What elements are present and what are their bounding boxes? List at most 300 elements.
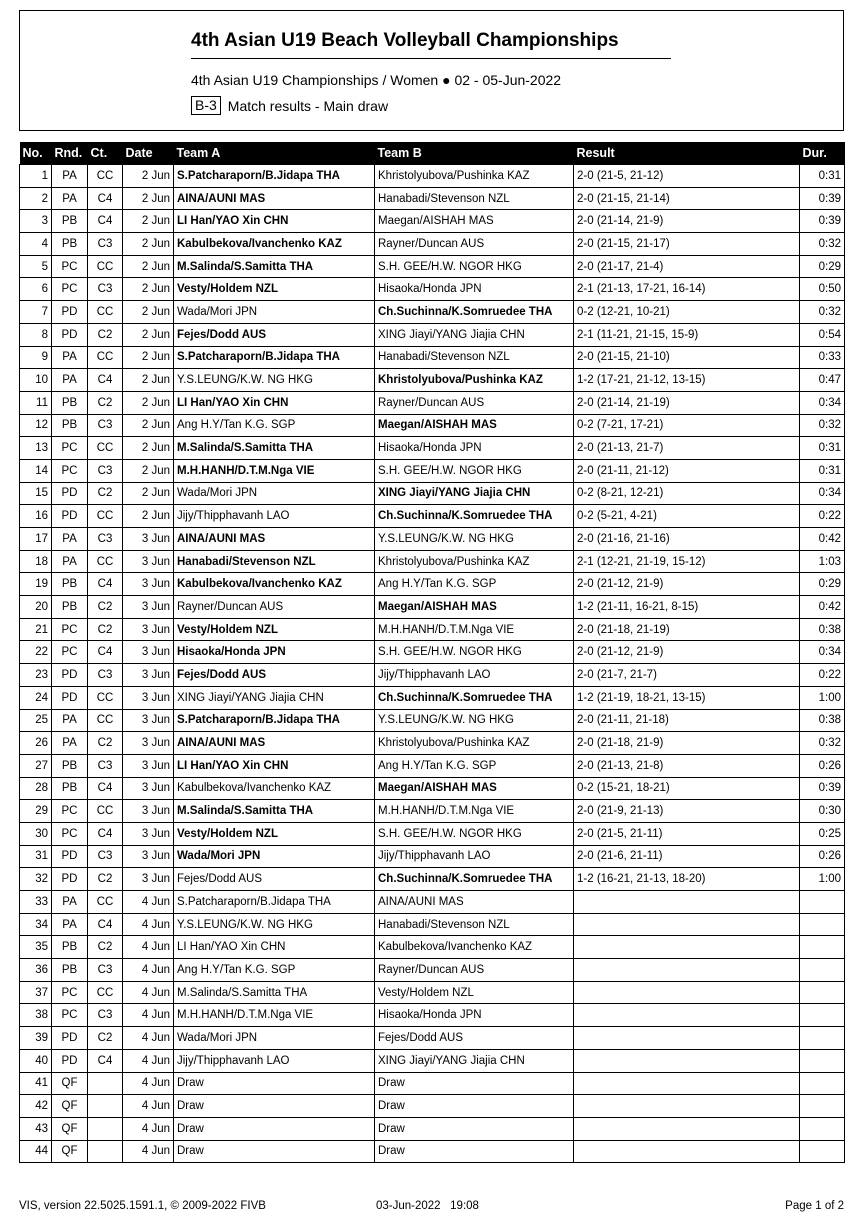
cell-match-number: 1 <box>20 165 52 188</box>
cell-court: CC <box>88 981 123 1004</box>
cell-date: 2 Jun <box>123 482 174 505</box>
cell-duration: 0:33 <box>800 346 845 369</box>
table-row <box>20 618 845 641</box>
cell-team-b: Ang H.Y/Tan K.G. SGP <box>375 573 574 596</box>
cell-team-a: Fejes/Dodd AUS <box>174 868 375 891</box>
cell-round: PC <box>52 618 88 641</box>
cell-duration: 0:38 <box>800 709 845 732</box>
cell-round: QF <box>52 1140 88 1163</box>
cell-court: C2 <box>88 936 123 959</box>
cell-match-number: 30 <box>20 822 52 845</box>
cell-date: 4 Jun <box>123 1117 174 1140</box>
cell-duration: 0:32 <box>800 301 845 324</box>
cell-team-b: XING Jiayi/YANG Jiajia CHN <box>375 482 574 505</box>
cell-result: 2-0 (21-12, 21-9) <box>574 573 800 596</box>
cell-team-b: Ch.Suchinna/K.Somruedee THA <box>375 686 574 709</box>
cell-team-a: Kabulbekova/Ivanchenko KAZ <box>174 233 375 256</box>
cell-duration: 0:39 <box>800 210 845 233</box>
cell-result <box>574 891 800 914</box>
cell-date: 3 Jun <box>123 528 174 551</box>
cell-match-number: 24 <box>20 686 52 709</box>
cell-date: 3 Jun <box>123 664 174 687</box>
cell-round: PA <box>52 528 88 551</box>
cell-court: C2 <box>88 482 123 505</box>
cell-team-a: Vesty/Holdem NZL <box>174 278 375 301</box>
results-table <box>19 142 845 1163</box>
cell-team-b: XING Jiayi/YANG Jiajia CHN <box>375 323 574 346</box>
cell-date: 3 Jun <box>123 686 174 709</box>
cell-result: 1-2 (16-21, 21-13, 18-20) <box>574 868 800 891</box>
cell-court: C2 <box>88 1027 123 1050</box>
cell-team-b: AINA/AUNI MAS <box>375 891 574 914</box>
table-row <box>20 573 845 596</box>
cell-team-a: Draw <box>174 1095 375 1118</box>
cell-match-number: 33 <box>20 891 52 914</box>
cell-date: 3 Jun <box>123 800 174 823</box>
cell-match-number: 42 <box>20 1095 52 1118</box>
cell-match-number: 26 <box>20 732 52 755</box>
cell-court <box>88 1117 123 1140</box>
cell-team-a: Draw <box>174 1140 375 1163</box>
cell-date: 2 Jun <box>123 255 174 278</box>
cell-match-number: 10 <box>20 369 52 392</box>
cell-result: 2-0 (21-9, 21-13) <box>574 800 800 823</box>
footer-page-number: Page 1 of 2 <box>785 1200 844 1212</box>
cell-team-b: Jijy/Thipphavanh LAO <box>375 845 574 868</box>
cell-team-b: Khristolyubova/Pushinka KAZ <box>375 165 574 188</box>
cell-duration <box>800 959 845 982</box>
cell-team-a: LI Han/YAO Xin CHN <box>174 936 375 959</box>
document-code-line <box>191 96 388 115</box>
cell-duration: 0:39 <box>800 187 845 210</box>
cell-date: 4 Jun <box>123 1049 174 1072</box>
table-row <box>20 323 845 346</box>
cell-court: C2 <box>88 323 123 346</box>
cell-team-b: Hisaoka/Honda JPN <box>375 437 574 460</box>
cell-date: 3 Jun <box>123 596 174 619</box>
cell-team-a: Draw <box>174 1072 375 1095</box>
cell-team-b: Y.S.LEUNG/K.W. NG HKG <box>375 709 574 732</box>
cell-result: 2-0 (21-7, 21-7) <box>574 664 800 687</box>
cell-date: 3 Jun <box>123 822 174 845</box>
cell-court: C3 <box>88 233 123 256</box>
cell-round: PA <box>52 709 88 732</box>
table-row <box>20 505 845 528</box>
cell-court: C3 <box>88 528 123 551</box>
cell-duration: 0:22 <box>800 505 845 528</box>
cell-date: 4 Jun <box>123 936 174 959</box>
cell-round: PB <box>52 573 88 596</box>
cell-court: C4 <box>88 641 123 664</box>
cell-team-b: Draw <box>375 1140 574 1163</box>
cell-duration: 0:34 <box>800 641 845 664</box>
cell-court: CC <box>88 800 123 823</box>
table-row <box>20 414 845 437</box>
cell-court: C2 <box>88 391 123 414</box>
cell-court: CC <box>88 165 123 188</box>
table-row <box>20 187 845 210</box>
cell-team-a: M.H.HANH/D.T.M.Nga VIE <box>174 1004 375 1027</box>
cell-match-number: 11 <box>20 391 52 414</box>
cell-round: PA <box>52 732 88 755</box>
table-row <box>20 1095 845 1118</box>
cell-match-number: 7 <box>20 301 52 324</box>
column-header-round: Rnd. <box>52 142 88 165</box>
cell-date: 3 Jun <box>123 732 174 755</box>
table-row <box>20 891 845 914</box>
cell-match-number: 12 <box>20 414 52 437</box>
cell-result: 2-1 (21-13, 17-21, 16-14) <box>574 278 800 301</box>
cell-duration: 0:30 <box>800 800 845 823</box>
table-row <box>20 936 845 959</box>
cell-team-b: Hisaoka/Honda JPN <box>375 1004 574 1027</box>
cell-round: PC <box>52 255 88 278</box>
cell-match-number: 37 <box>20 981 52 1004</box>
cell-round: PB <box>52 210 88 233</box>
cell-team-a: Kabulbekova/Ivanchenko KAZ <box>174 573 375 596</box>
cell-duration: 0:29 <box>800 255 845 278</box>
cell-duration: 0:29 <box>800 573 845 596</box>
cell-result: 2-0 (21-15, 21-10) <box>574 346 800 369</box>
cell-court: CC <box>88 346 123 369</box>
results-table-body <box>20 165 845 1163</box>
cell-duration: 0:31 <box>800 437 845 460</box>
table-row <box>20 255 845 278</box>
cell-court: C3 <box>88 278 123 301</box>
cell-result: 2-0 (21-5, 21-12) <box>574 165 800 188</box>
cell-round: PB <box>52 959 88 982</box>
cell-result: 0-2 (7-21, 17-21) <box>574 414 800 437</box>
table-row <box>20 482 845 505</box>
cell-team-a: Vesty/Holdem NZL <box>174 822 375 845</box>
cell-team-a: AINA/AUNI MAS <box>174 528 375 551</box>
cell-duration: 0:39 <box>800 777 845 800</box>
column-header-date: Date <box>123 142 174 165</box>
cell-round: QF <box>52 1117 88 1140</box>
cell-round: PB <box>52 936 88 959</box>
cell-team-a: Ang H.Y/Tan K.G. SGP <box>174 959 375 982</box>
cell-team-b: S.H. GEE/H.W. NGOR HKG <box>375 255 574 278</box>
cell-duration: 0:38 <box>800 618 845 641</box>
cell-team-b: Vesty/Holdem NZL <box>375 981 574 1004</box>
cell-court: C3 <box>88 754 123 777</box>
column-header-team-b: Team B <box>375 142 574 165</box>
table-row <box>20 709 845 732</box>
cell-court: C3 <box>88 459 123 482</box>
cell-duration: 0:31 <box>800 165 845 188</box>
cell-team-a: Jijy/Thipphavanh LAO <box>174 505 375 528</box>
cell-team-a: Wada/Mori JPN <box>174 1027 375 1050</box>
cell-duration: 0:32 <box>800 414 845 437</box>
cell-court <box>88 1095 123 1118</box>
cell-duration: 0:34 <box>800 482 845 505</box>
cell-team-b: Maegan/AISHAH MAS <box>375 777 574 800</box>
cell-date: 2 Jun <box>123 210 174 233</box>
cell-team-a: LI Han/YAO Xin CHN <box>174 391 375 414</box>
table-row <box>20 913 845 936</box>
table-row <box>20 596 845 619</box>
cell-date: 3 Jun <box>123 550 174 573</box>
cell-date: 2 Jun <box>123 505 174 528</box>
cell-team-b: Ch.Suchinna/K.Somruedee THA <box>375 868 574 891</box>
cell-date: 2 Jun <box>123 437 174 460</box>
cell-date: 2 Jun <box>123 323 174 346</box>
cell-match-number: 43 <box>20 1117 52 1140</box>
cell-match-number: 29 <box>20 800 52 823</box>
cell-team-a: AINA/AUNI MAS <box>174 187 375 210</box>
cell-match-number: 27 <box>20 754 52 777</box>
cell-team-a: M.Salinda/S.Samitta THA <box>174 981 375 1004</box>
cell-team-a: Wada/Mori JPN <box>174 845 375 868</box>
cell-team-b: Khristolyubova/Pushinka KAZ <box>375 732 574 755</box>
cell-date: 3 Jun <box>123 845 174 868</box>
cell-team-a: S.Patcharaporn/B.Jidapa THA <box>174 346 375 369</box>
cell-match-number: 2 <box>20 187 52 210</box>
table-row <box>20 686 845 709</box>
cell-date: 4 Jun <box>123 891 174 914</box>
cell-team-b: Maegan/AISHAH MAS <box>375 414 574 437</box>
cell-result: 1-2 (21-19, 18-21, 13-15) <box>574 686 800 709</box>
cell-match-number: 6 <box>20 278 52 301</box>
cell-court: CC <box>88 550 123 573</box>
cell-round: PB <box>52 391 88 414</box>
cell-court: CC <box>88 255 123 278</box>
cell-duration <box>800 1117 845 1140</box>
cell-duration <box>800 1095 845 1118</box>
cell-match-number: 40 <box>20 1049 52 1072</box>
cell-result: 0-2 (5-21, 4-21) <box>574 505 800 528</box>
cell-round: PB <box>52 777 88 800</box>
cell-team-a: Wada/Mori JPN <box>174 301 375 324</box>
cell-team-a: AINA/AUNI MAS <box>174 732 375 755</box>
cell-team-b: M.H.HANH/D.T.M.Nga VIE <box>375 618 574 641</box>
cell-result: 2-0 (21-15, 21-17) <box>574 233 800 256</box>
cell-court: C4 <box>88 1049 123 1072</box>
table-row <box>20 777 845 800</box>
cell-round: PC <box>52 641 88 664</box>
cell-result <box>574 1140 800 1163</box>
cell-date: 2 Jun <box>123 459 174 482</box>
cell-team-b: Jijy/Thipphavanh LAO <box>375 664 574 687</box>
cell-court: C4 <box>88 822 123 845</box>
cell-duration: 0:31 <box>800 459 845 482</box>
cell-team-b: M.H.HANH/D.T.M.Nga VIE <box>375 800 574 823</box>
cell-duration <box>800 981 845 1004</box>
table-row <box>20 1027 845 1050</box>
cell-round: PB <box>52 596 88 619</box>
cell-round: PD <box>52 686 88 709</box>
table-row <box>20 165 845 188</box>
cell-team-b: S.H. GEE/H.W. NGOR HKG <box>375 459 574 482</box>
cell-team-a: LI Han/YAO Xin CHN <box>174 210 375 233</box>
cell-team-a: Fejes/Dodd AUS <box>174 323 375 346</box>
cell-court: CC <box>88 686 123 709</box>
cell-team-a: Jijy/Thipphavanh LAO <box>174 1049 375 1072</box>
table-row <box>20 528 845 551</box>
cell-result: 2-0 (21-5, 21-11) <box>574 822 800 845</box>
cell-duration <box>800 1049 845 1072</box>
cell-duration <box>800 1027 845 1050</box>
cell-team-a: Draw <box>174 1117 375 1140</box>
cell-court: C3 <box>88 845 123 868</box>
cell-team-a: M.Salinda/S.Samitta THA <box>174 437 375 460</box>
cell-court: C4 <box>88 777 123 800</box>
cell-match-number: 44 <box>20 1140 52 1163</box>
cell-team-a: Hisaoka/Honda JPN <box>174 641 375 664</box>
footer-print-timestamp: 03-Jun-2022 19:08 <box>376 1200 479 1212</box>
cell-date: 2 Jun <box>123 233 174 256</box>
cell-team-b: Draw <box>375 1072 574 1095</box>
cell-duration: 0:54 <box>800 323 845 346</box>
cell-date: 3 Jun <box>123 754 174 777</box>
cell-team-a: LI Han/YAO Xin CHN <box>174 754 375 777</box>
cell-duration <box>800 1004 845 1027</box>
cell-duration: 0:47 <box>800 369 845 392</box>
table-row <box>20 437 845 460</box>
cell-result: 0-2 (8-21, 12-21) <box>574 482 800 505</box>
table-row <box>20 278 845 301</box>
competition-subtitle: 4th Asian U19 Championships / Women ● 02 - 05-Jun-2022 <box>191 72 562 88</box>
cell-court: C2 <box>88 868 123 891</box>
cell-team-a: M.Salinda/S.Samitta THA <box>174 800 375 823</box>
table-row <box>20 822 845 845</box>
cell-court: C3 <box>88 664 123 687</box>
cell-duration: 0:32 <box>800 732 845 755</box>
cell-court <box>88 1072 123 1095</box>
cell-round: PD <box>52 301 88 324</box>
cell-team-b: Ch.Suchinna/K.Somruedee THA <box>375 505 574 528</box>
cell-result: 2-0 (21-18, 21-9) <box>574 732 800 755</box>
cell-result <box>574 1004 800 1027</box>
cell-duration: 1:00 <box>800 868 845 891</box>
document-heading: Match results - Main draw <box>227 97 389 114</box>
cell-result <box>574 1049 800 1072</box>
cell-court: C2 <box>88 732 123 755</box>
cell-date: 2 Jun <box>123 301 174 324</box>
cell-result: 2-0 (21-14, 21-9) <box>574 210 800 233</box>
cell-court: C3 <box>88 959 123 982</box>
cell-round: PB <box>52 414 88 437</box>
cell-result: 0-2 (15-21, 18-21) <box>574 777 800 800</box>
cell-round: PC <box>52 278 88 301</box>
cell-court: C4 <box>88 187 123 210</box>
cell-result <box>574 1072 800 1095</box>
document-title: 4th Asian U19 Beach Volleyball Championships <box>191 30 619 51</box>
cell-court: C4 <box>88 913 123 936</box>
table-row <box>20 391 845 414</box>
column-header-result: Result <box>574 142 800 165</box>
cell-match-number: 19 <box>20 573 52 596</box>
cell-round: PA <box>52 550 88 573</box>
cell-date: 4 Jun <box>123 981 174 1004</box>
table-row <box>20 641 845 664</box>
cell-team-b: Rayner/Duncan AUS <box>375 959 574 982</box>
cell-match-number: 22 <box>20 641 52 664</box>
cell-result <box>574 1027 800 1050</box>
cell-team-a: Rayner/Duncan AUS <box>174 596 375 619</box>
cell-date: 2 Jun <box>123 346 174 369</box>
cell-match-number: 25 <box>20 709 52 732</box>
cell-team-b: Ch.Suchinna/K.Somruedee THA <box>375 301 574 324</box>
cell-round: PA <box>52 346 88 369</box>
cell-court: C3 <box>88 414 123 437</box>
cell-round: PB <box>52 754 88 777</box>
cell-match-number: 39 <box>20 1027 52 1050</box>
cell-court: CC <box>88 891 123 914</box>
cell-result: 2-0 (21-13, 21-8) <box>574 754 800 777</box>
table-row <box>20 732 845 755</box>
cell-match-number: 4 <box>20 233 52 256</box>
table-row <box>20 981 845 1004</box>
cell-match-number: 41 <box>20 1072 52 1095</box>
cell-team-b: Kabulbekova/Ivanchenko KAZ <box>375 936 574 959</box>
cell-date: 4 Jun <box>123 1140 174 1163</box>
table-row <box>20 1072 845 1095</box>
cell-team-a: Kabulbekova/Ivanchenko KAZ <box>174 777 375 800</box>
cell-round: PC <box>52 437 88 460</box>
cell-date: 4 Jun <box>123 1072 174 1095</box>
cell-date: 3 Jun <box>123 618 174 641</box>
cell-match-number: 5 <box>20 255 52 278</box>
cell-team-b: Rayner/Duncan AUS <box>375 233 574 256</box>
cell-court: C4 <box>88 369 123 392</box>
cell-court: C2 <box>88 596 123 619</box>
title-divider <box>191 58 671 59</box>
cell-result <box>574 959 800 982</box>
cell-date: 4 Jun <box>123 913 174 936</box>
cell-team-a: Y.S.LEUNG/K.W. NG HKG <box>174 913 375 936</box>
column-header-no: No. <box>20 142 52 165</box>
cell-round: PC <box>52 800 88 823</box>
table-row <box>20 233 845 256</box>
cell-match-number: 18 <box>20 550 52 573</box>
cell-match-number: 36 <box>20 959 52 982</box>
cell-team-b: Hanabadi/Stevenson NZL <box>375 187 574 210</box>
cell-result: 2-0 (21-16, 21-16) <box>574 528 800 551</box>
cell-match-number: 13 <box>20 437 52 460</box>
cell-date: 3 Jun <box>123 641 174 664</box>
cell-team-b: Hanabadi/Stevenson NZL <box>375 346 574 369</box>
cell-match-number: 20 <box>20 596 52 619</box>
table-row <box>20 664 845 687</box>
cell-round: PD <box>52 1027 88 1050</box>
cell-result: 1-2 (21-11, 16-21, 8-15) <box>574 596 800 619</box>
cell-duration: 0:34 <box>800 391 845 414</box>
cell-court: C2 <box>88 618 123 641</box>
cell-round: PA <box>52 891 88 914</box>
cell-match-number: 17 <box>20 528 52 551</box>
cell-round: PD <box>52 868 88 891</box>
cell-team-b: Hisaoka/Honda JPN <box>375 278 574 301</box>
footer-version: VIS, version 22.5025.1591.1, © 2009-2022 FIVB <box>19 1200 266 1212</box>
cell-team-b: Draw <box>375 1095 574 1118</box>
cell-court: C4 <box>88 210 123 233</box>
cell-match-number: 16 <box>20 505 52 528</box>
cell-result: 2-0 (21-12, 21-9) <box>574 641 800 664</box>
cell-duration <box>800 936 845 959</box>
table-row <box>20 369 845 392</box>
cell-round: PD <box>52 505 88 528</box>
cell-team-b: Maegan/AISHAH MAS <box>375 210 574 233</box>
cell-date: 2 Jun <box>123 414 174 437</box>
table-row <box>20 845 845 868</box>
cell-team-a: S.Patcharaporn/B.Jidapa THA <box>174 165 375 188</box>
cell-match-number: 23 <box>20 664 52 687</box>
cell-result: 2-0 (21-11, 21-18) <box>574 709 800 732</box>
cell-round: PC <box>52 1004 88 1027</box>
cell-result: 2-0 (21-17, 21-4) <box>574 255 800 278</box>
cell-duration: 0:22 <box>800 664 845 687</box>
